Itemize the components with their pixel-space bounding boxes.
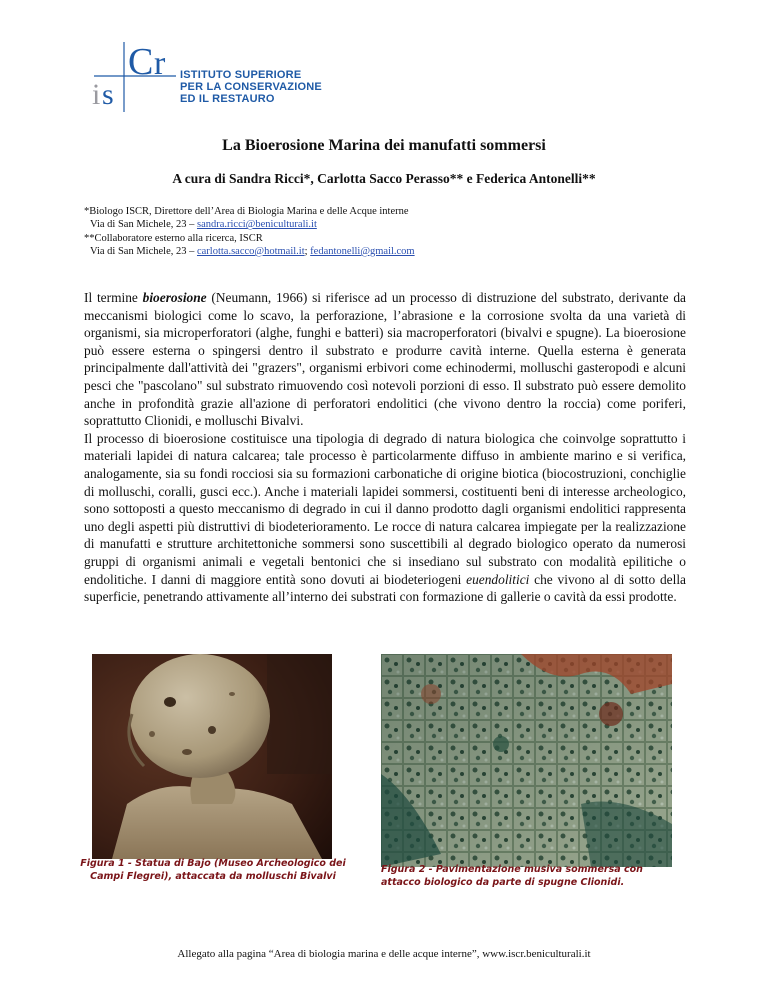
document-authors: A cura di Sandra Ricci*, Carlotta Sacco Perasso** e Federica Antonelli** [172, 171, 596, 186]
term-bioerosione: bioerosione [142, 290, 207, 305]
p2-after: che vivono al di sotto della superficie, penetrando attivamente all’interno dei substrati con formazione di gallerie o cavità da essi prodotte. [84, 571, 687, 605]
affiliation-line: *Biologo ISCR, Direttore dell’Area di Biologia Marina e delle Acque interne [84, 206, 409, 217]
p1-intro: Il termine [84, 290, 143, 305]
mosaic-image [381, 654, 672, 867]
term-euendolitici: euendolitici [466, 571, 530, 587]
email-link-sacco[interactable]: carlotta.sacco@hotmail.it [196, 245, 305, 257]
affiliation-line: **Collaboratore esterno alla ricerca, ISCR [84, 232, 263, 244]
iscr-logo-mark [84, 40, 179, 120]
body-text [84, 289, 686, 606]
svg-text:s: s [102, 78, 114, 111]
email-separator: ; [304, 245, 311, 257]
address-text: Via di San Michele, 23 – [90, 245, 197, 257]
p2-before: Il processo di bioerosione costituisce una tipologia di degrado di natura biologica che coinvolge soprattutto i materiali lapidei di natura calcarea; tale processo è particolarmente diffuso in ambiente marino e si verifica, analogamente, sia su fondi rocciosi sia su formazioni carbonatiche di origine biotica (biocostruzioni, conchiglie di molluschi, coralli, gusci ecc.). Anche i materiali lapidei sommersi, costituenti beni di interesse archeologico, sono sottoposti a questo meccanismo di degrado in cui il danno prodotto dagli organismi endolitici rappresenta uno degli aspetti più distruttivi di biodeterioramento. Le rocce di natura calcarea impiegate per la realizzazione di manufatti e strutture architettoniche sommersi sono suscettibili al degrado biologico operato da numerosi gruppi di organismi animali e vegetali bentonici che si insediano sul substrato con modalità epilitiche o endolitiche. I danni di maggiore entità sono dovuti ai biodeteriogeni [84, 430, 686, 587]
logo-line: ISTITUTO SUPERIORE [180, 69, 302, 81]
statue-image [92, 654, 332, 859]
affiliation-address [84, 218, 704, 231]
svg-text:C: C [128, 41, 154, 83]
figure-2-photo [381, 654, 672, 867]
document-title: La Bioerosione Marina dei manufatti sommersi [222, 137, 546, 154]
svg-text:r: r [154, 45, 166, 82]
logo-line: ED IL RESTAURO [180, 93, 275, 105]
email-link-ricci[interactable]: sandra.ricci@beniculturali.it [196, 219, 317, 231]
p1-rest: (Neumann, 1966) si riferisce ad un processo di distruzione del substrato, derivante da meccanismi biologici come lo scavo, la perforazione, l’abrasione e la corrosione svolta da una varietà di organismi, sia microperforatori (alghe, funghi e batteri) sia macroperforatori (bivalvi e spugne). La bioerosione può essere esterna o spingersi dentro il substrato e produrre cavità interne. Quella esterna è generata principalmente dall'attività dei "grazers", organismi erbivori come echinodermi, molluschi gasteropodi e alcuni pesci che "pascolano" sul substrato rimuovendo così notevoli porzioni di esso. Il substrato può essere demolito anche in profondità grazie all'azione di perforatori endolitici (che vivono dentro la roccia) come poriferi, soprattutto Clionidi, e molluschi Bivalvi. [84, 290, 686, 429]
email-link-antonelli[interactable]: fedantonelli@gmail.com [310, 245, 415, 257]
paragraph-2 [84, 430, 686, 606]
logo-line: PER LA CONSERVAZIONE [180, 81, 322, 93]
paragraph-1 [84, 289, 686, 430]
page-footer: Allegato alla pagina “Area di biologia marina e delle acque interne”, www.iscr.beniculturali.it [177, 948, 591, 960]
address-text: Via di San Michele, 23 – [90, 219, 197, 231]
svg-text:i: i [92, 78, 101, 111]
affiliations [84, 205, 704, 258]
iscr-logo [84, 40, 324, 120]
figure-1-caption: Figura 1 - Statua di Bajo (Museo Archeologico dei Campi Flegrei), attaccata da molluschi Bivalvi [80, 858, 346, 882]
affiliation-address [84, 245, 704, 258]
figure-1-photo [92, 654, 332, 859]
figure-2-caption: Figura 2 - Pavimentazione musiva sommersa con attacco biologico da parte di spugne Clionidi. [381, 864, 643, 888]
logo-institute-name [180, 69, 322, 105]
